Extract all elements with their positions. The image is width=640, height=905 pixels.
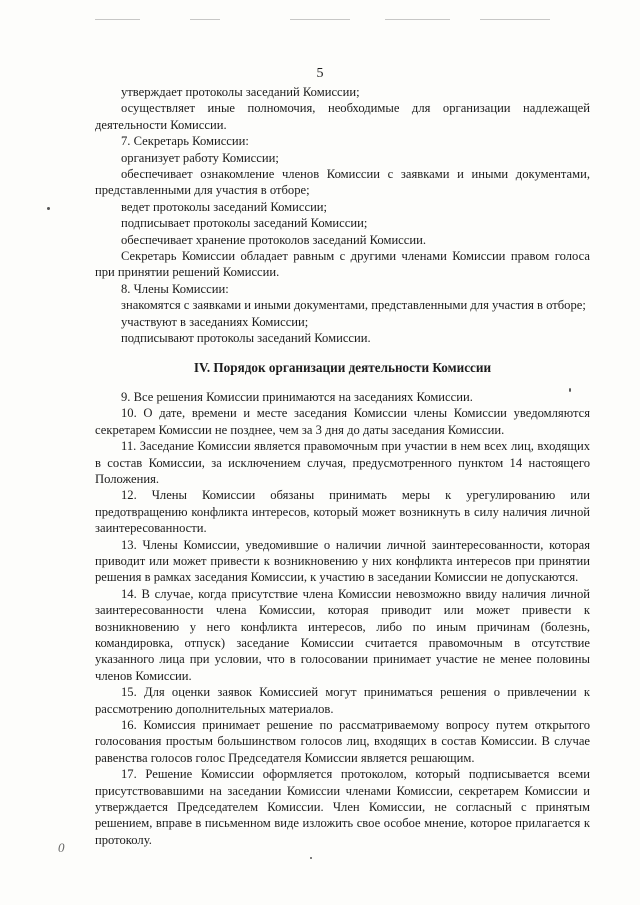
paragraph: 7. Секретарь Комиссии: xyxy=(121,134,249,149)
paragraph: Секретарь Комиссии обладает равным с другими членами Комиссии правом голоса при принятии решений Комиссии. xyxy=(95,249,590,280)
page-number: 5 xyxy=(316,66,324,81)
scan-artifact xyxy=(385,19,450,20)
paragraph: 13. Члены Комиссии, уведомившие о наличии личной заинтересованности, которая приводит или может привести к возникновению у них конфликта интересов при принятии решения в рамках заседания Комиссии, к участию в заседании Комиссии не допускаются. xyxy=(95,537,590,585)
paragraph: участвуют в заседаниях Комиссии; xyxy=(121,314,309,329)
document-body xyxy=(95,84,590,848)
paragraph: 9. Все решения Комиссии принимаются на заседаниях Комиссии. xyxy=(121,389,473,404)
paragraph: 17. Решение Комиссии оформляется протоколом, который подписывается всеми присутствовавшими на заседании Комиссии членами Комиссии, секретарем Комиссии и утверждается Председателем Комиссии. Член Комиссии, не согласный с принятым решением, вправе в письменном виде изложить свое особое мнение, которое прилагается к протоколу. xyxy=(95,767,590,847)
section-heading: IV. Порядок организации деятельности Комиссии xyxy=(193,359,492,375)
margin-mark: 0 xyxy=(58,840,65,855)
paragraph: 12. Члены Комиссии обязаны принимать меры к урегулированию или предотвращению конфликта интересов, который может возникнуть в силу наличия личной заинтересованности. xyxy=(95,488,590,536)
scan-artifact xyxy=(95,19,140,20)
paragraph: подписывают протоколы заседаний Комиссии. xyxy=(121,331,371,346)
paragraph: утверждает протоколы заседаний Комиссии; xyxy=(121,85,360,99)
scan-artifact xyxy=(290,19,350,20)
section-procedure xyxy=(95,389,590,848)
paragraph: 15. Для оценки заявок Комиссией могут приниматься решения о привлечении к рассмотрению дополнительных материалов. xyxy=(95,685,590,716)
scan-artifact xyxy=(190,19,220,20)
paragraph: 10. О дате, времени и месте заседания Комиссии члены Комиссии уведомляются секретарем Комиссии не позднее, чем за 3 дня до даты заседания Комиссии. xyxy=(95,406,590,437)
paragraph: 14. В случае, когда присутствие члена Комиссии невозможно ввиду наличия личной заинтересованности члена Комиссии, которая приводит или может привести к возникновению у него конфликта интересов, либо по иным причинам (болезнь, командировка, отпуск) заседание Комиссии считается правомочным в отсутствие указанного лица при условии, что в голосовании принимает участие не менее половины членов Комиссии. xyxy=(95,586,590,683)
paragraph: обеспечивает хранение протоколов заседаний Комиссии. xyxy=(121,232,426,247)
paragraph: осуществляет иные полномочия, необходимые для организации надлежащей деятельности Комиссии. xyxy=(95,101,590,132)
scan-speck xyxy=(310,857,312,859)
paragraph: 16. Комиссия принимает решение по рассматриваемому вопросу путем открытого голосования простым большинством голосов лиц, входящих в состав Комиссии. В случае равенства голосов голос Председателя Комиссии является решающим. xyxy=(95,718,590,765)
scan-artifact xyxy=(480,19,550,20)
paragraph: организует работу Комиссии; xyxy=(121,150,279,165)
scan-speck xyxy=(47,207,50,210)
paragraph: подписывает протоколы заседаний Комиссии; xyxy=(121,216,368,231)
section-commission-roles xyxy=(95,84,590,347)
paragraph: 11. Заседание Комиссии является правомочным при участии в нем всех лиц, входящих в состав Комиссии, за исключением случая, предусмотренного пунктом 14 настоящего Положения. xyxy=(95,439,590,486)
paragraph: 8. Члены Комиссии: xyxy=(121,281,229,296)
paragraph: обеспечивает ознакомление членов Комиссии с заявками и иными документами, представленными для участия в отборе; xyxy=(95,167,590,198)
paragraph: ведет протоколы заседаний Комиссии; xyxy=(121,199,328,214)
paragraph: знакомятся с заявками и иными документами, представленными для участия в отборе; xyxy=(121,298,586,313)
